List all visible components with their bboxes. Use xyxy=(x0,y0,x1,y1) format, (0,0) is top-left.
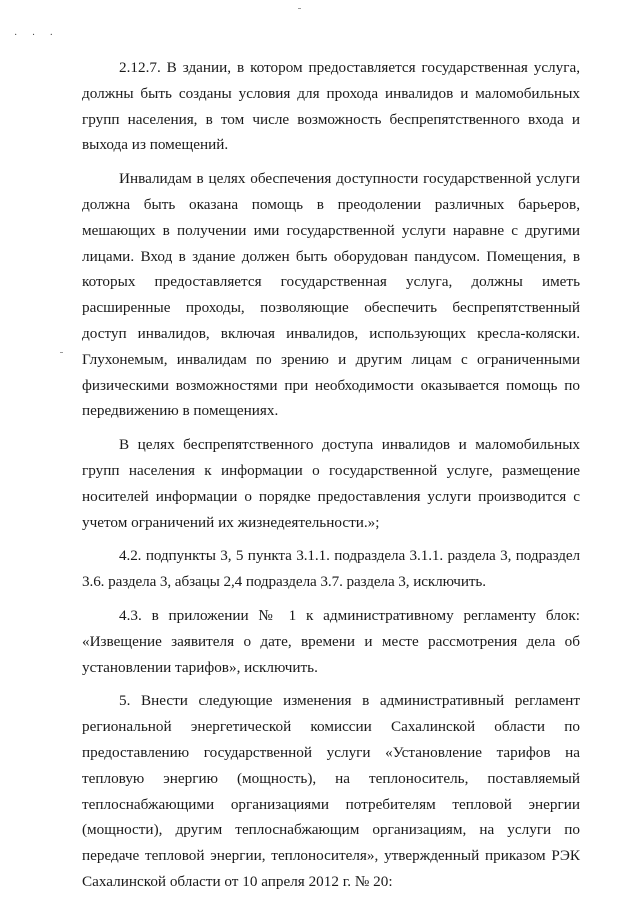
paragraph-2-12-7: 2.12.7. В здании, в котором предоставляется государственная услуга, должны быть созданы условия для прохода инвалидов и маломобильных групп населения, в том числе возможность беспрепятственного входа и выхода из помещений. xyxy=(82,59,580,154)
paragraph-accessibility-help: Инвалидам в целях обеспечения доступности государственной услуги должна быть оказана помощь в преодолении различных барьеров, мешающих в получении ими государственной услуги наравне с другими лицами. Вход в здание должен быть оборудован пандусом. Помещения, в которых предоставляется государственная услуга, должны иметь расширенные проходы, позволяющие обеспечить беспрепятственный доступ инвалидов, включая инвалидов, использующих кресла-коляски. Глухонемым, инвалидам по зрению и другим лицам с ограниченными физическими возможностями при необходимости оказывается помощь по передвижению в помещениях. xyxy=(82,170,580,420)
paragraph-information-access: В целях беспрепятственного доступа инвалидов и маломобильных групп населения к информации о государственной услуге, размещение носителей информации о порядке предоставления услуги производится с учетом ограничений их жизнедеятельности.»; xyxy=(82,436,580,531)
paragraph-4-3: 4.3. в приложении № 1 к административному регламенту блок: «Извещение заявителя о дате, времени и месте рассмотрения дела об установлении тарифов», исключить. xyxy=(82,606,580,676)
paragraph-4-2: 4.2. подпункты 3, 5 пункта 3.1.1. подраздела 3.1.1. раздела 3, подраздел 3.6. раздела 3, абзацы 2,4 подраздела 3.7. раздела 3, исключить. xyxy=(82,547,580,591)
scan-marks: · · · xyxy=(14,30,59,41)
paragraph-5: 5. Внести следующие изменения в административный регламент региональной энергетической комиссии Сахалинской области по предоставлению государственной услуги «Установление тарифов на тепловую энергию (мощность), на теплоноситель, поставляемый теплоснабжающими организациями потребителям тепловой энергии (мощности), другим теплоснабжающим организациям, на услуги по передаче тепловой энергии, теплоносителя», утвержденный приказом РЭК Сахалинской области от 10 апреля 2012 г. № 20: xyxy=(82,692,580,890)
scan-speck xyxy=(60,352,63,353)
scan-speck xyxy=(298,8,301,9)
document-page xyxy=(82,55,580,895)
